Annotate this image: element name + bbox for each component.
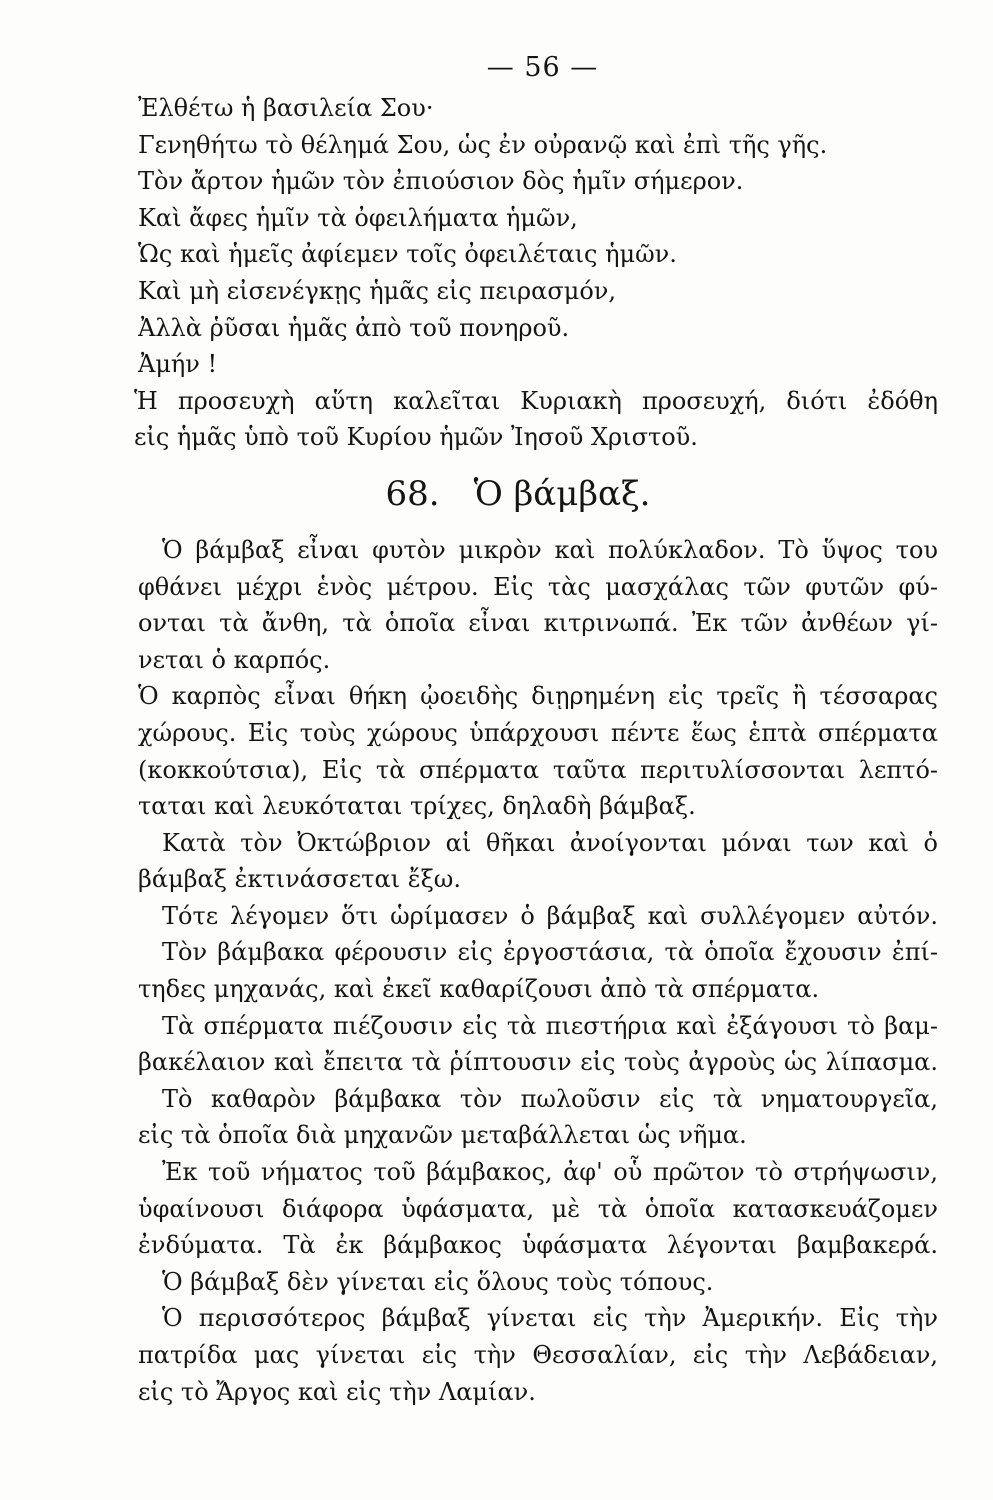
body-line: ονται τὰ ἄνθη, τὰ ὁποῖα εἶναι κιτρινωπά. Ἐκ τῶν ἀνθέων γί- (138, 609, 938, 638)
prayer-line: Τὸν ἄρτον ἡμῶν τὸν ἐπιούσιον δὸς ἡμῖν σήμερον. (138, 167, 744, 196)
body-line: Ὁ βάμβαξ εἶναι φυτὸν μικρὸν καὶ πολύκλαδον. Τὸ ὕψος του (162, 535, 938, 564)
body-line: (κοκκούτσια), Εἰς τὰ σπέρματα ταῦτα περιτυλίσσονται λεπτό- (138, 755, 938, 784)
body-line: βακέλαιον καὶ ἔπειτα τὰ ῥίπτουσιν εἰς τοὺς ἀγροὺς ὡς λίπασμα. (138, 1048, 938, 1077)
body-line: χώρους. Εἰς τοὺς χώρους ὑπάρχουσι πέντε ἕως ἑπτὰ σπέρματα (138, 718, 938, 747)
body-line: Τότε λέγομεν ὅτι ὡρίμασεν ὁ βάμβαξ καὶ συλλέγομεν αὐτόν. (162, 901, 938, 930)
body-line: Ἐκ τοῦ νήματος τοῦ βάμβακος, ἀφ' οὗ πρῶτον τὸ στρήψωσιν, (162, 1158, 938, 1187)
page-text (134, 90, 938, 1410)
body-line: Τὸν βάμβακα φέρουσιν εἰς ἐργοστάσια, τὰ ὁποῖα ἔχουσιν ἐπί- (162, 938, 938, 967)
section-title: Ὁ βάμβαξ. (473, 473, 651, 514)
body-line: Ὁ βάμβαξ δὲν γίνεται εἰς ὅλους τοὺς τόπους. (162, 1267, 714, 1296)
prayer-note-line: Ἡ προσευχὴ αὕτη καλεῖται Κυριακὴ προσευχή, διότι ἐδόθη (134, 386, 938, 415)
body-line: εἰς τὰ ὁποῖα διὰ μηχανῶν μεταβάλλεται ὡς νῆμα. (138, 1121, 747, 1150)
body-line: βάμβαξ ἐκτινάσσεται ἔξω. (138, 865, 461, 894)
body-line: Ὁ καρπὸς εἶναι θήκη ᾠοειδὴς διῃρημένη εἰς τρεῖς ἢ τέσσαρας (138, 682, 938, 711)
section-number: 68. (385, 473, 440, 514)
section-body (138, 532, 938, 1410)
body-line: ταται καὶ λευκόταται τρίχες, δηλαδὴ βάμβαξ. (138, 792, 696, 821)
prayer-line: Ἐλθέτω ἡ βασιλεία Σου· (138, 94, 434, 122)
body-line: εἰς τὸ Ἄργος καὶ εἰς τὴν Λαμίαν. (138, 1377, 536, 1406)
body-line: νεται ὁ καρπός. (138, 645, 331, 674)
body-line: πατρίδα μας γίνεται εἰς τὴν Θεσσαλίαν, εἰς τὴν Λεβάδειαν, (138, 1341, 938, 1369)
prayer-section (134, 90, 938, 456)
body-line: ὑφαίνουσι διάφορα ὑφάσματα, μὲ τὰ ὁποῖα κατασκευάζομεν (138, 1194, 938, 1223)
page-number: — 56 — (486, 52, 599, 83)
prayer-line: Ἀλλὰ ῥῦσαι ἡμᾶς ἀπὸ τοῦ πονηροῦ. (138, 313, 570, 342)
body-line: φθάνει μέχρι ἑνὸς μέτρου. Εἰς τὰς μασχάλας τῶν φυτῶν φύ- (138, 572, 938, 601)
body-line: Τὰ σπέρματα πιέζουσιν εἰς τὰ πιεστήρια καὶ ἐξάγουσι τὸ βαμ- (162, 1011, 938, 1040)
prayer-line: Καὶ ἄφες ἡμῖν τὰ ὀφειλήματα ἡμῶν, (138, 203, 578, 232)
prayer-line: Γενηθήτω τὸ θέλημά Σου, ὡς ἐν οὐρανῷ καὶ ἐπὶ τῆς γῆς. (138, 130, 828, 159)
body-line: ἐνδύματα. Τὰ ἐκ βάμβακος ὑφάσματα λέγονται βαμβακερά. (138, 1231, 938, 1260)
body-line: Κατὰ τὸν Ὀκτώβριον αἱ θῆκαι ἀνοίγονται μόναι των καὶ ὁ (162, 828, 938, 857)
body-line: Ὁ περισσότερος βάμβαξ γίνεται εἰς τὴν Ἀμερικήν. Εἰς τὴν (162, 1304, 938, 1333)
section-heading (138, 462, 938, 526)
prayer-line: Ἀμήν ! (138, 350, 218, 379)
body-line: τηδες μηχανάς, καὶ ἐκεῖ καθαρίζουσι ἀπὸ τὰ σπέρματα. (138, 975, 820, 1004)
prayer-note-line: εἰς ἡμᾶς ὑπὸ τοῦ Κυρίου ἡμῶν Ἰησοῦ Χριστοῦ. (134, 423, 698, 452)
prayer-line: Ὡς καὶ ἡμεῖς ἀφίεμεν τοῖς ὀφειλέταις ἡμῶν. (138, 240, 677, 269)
prayer-line: Καὶ μὴ εἰσενέγκῃς ἡμᾶς εἰς πειρασμόν, (138, 276, 617, 305)
body-line: Τὸ καθαρὸν βάμβακα τὸν πωλοῦσιν εἰς τὰ νηματουργεῖα, (162, 1084, 938, 1113)
